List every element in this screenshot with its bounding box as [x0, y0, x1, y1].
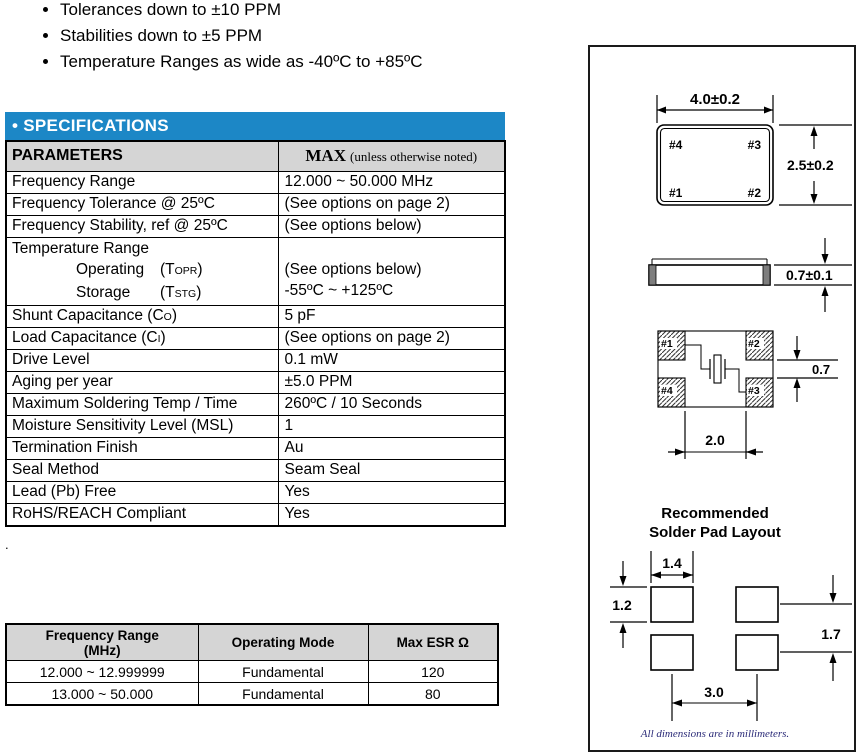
dim-pad-pitch: 2.0: [705, 432, 725, 448]
esr-mode-cell: Fundamental: [198, 661, 368, 683]
spec-row: [6, 171, 505, 193]
pad-label: #4: [661, 385, 673, 397]
pin-label: #2: [747, 186, 761, 200]
esr-table: [5, 623, 499, 706]
feature-bullet: • Tolerances down to ±10 PPM: [60, 0, 423, 20]
esr-header-max-esr: Max ESR Ω: [368, 624, 498, 661]
spec-row: [6, 393, 505, 415]
solder-pad-title-line1: Recommended: [661, 505, 769, 522]
spec-row: [6, 481, 505, 503]
spec-row: [6, 327, 505, 349]
spec-row: [6, 503, 505, 526]
spec-param-cell: Seal Method: [6, 459, 278, 481]
spec-param-cell: Aging per year: [6, 371, 278, 393]
side-body: [649, 265, 770, 285]
mechanical-drawing-panel: [588, 45, 856, 752]
spec-row: [6, 415, 505, 437]
spec-value-cell: 0.1 mW: [278, 349, 505, 371]
spec-value-cell: 260ºC / 10 Seconds: [278, 393, 505, 415]
temp-range-title: Temperature Range: [12, 239, 149, 257]
dim-solder-pad-height: 1.2: [612, 597, 632, 613]
esr-mode-cell: Fundamental: [198, 683, 368, 706]
spec-row: [6, 371, 505, 393]
spec-header-row: [6, 141, 505, 171]
stray-period: .: [5, 537, 9, 552]
esr-header-row: [6, 624, 498, 661]
feature-bullet: • Temperature Ranges as wide as -40ºC to +85ºC: [60, 52, 423, 72]
esr-value-cell: 120: [368, 661, 498, 683]
spec-param-cell: Frequency Tolerance @ 25ºC: [6, 193, 278, 215]
dim-solder-pad-width: 1.4: [662, 555, 682, 571]
spec-row: [6, 193, 505, 215]
spec-row: [6, 215, 505, 237]
spec-row: [6, 305, 505, 327]
pad-label: #2: [748, 338, 760, 350]
dim-body-width: 4.0±0.2: [690, 91, 740, 108]
specifications-section: [5, 112, 505, 527]
solder-pad: [736, 635, 778, 670]
temp-range-storage: Storage (TSTG): [76, 283, 202, 301]
temp-range-operating: Operating (TOPR): [76, 260, 203, 278]
spec-value-cell: [278, 237, 505, 305]
spec-header-max: [278, 141, 505, 171]
spec-value-cell: (See options below): [278, 215, 505, 237]
dim-solder-pitch-horizontal: 3.0: [704, 684, 724, 700]
spec-value-cell: 1: [278, 415, 505, 437]
pad-label: #1: [661, 338, 673, 350]
side-terminal: [763, 265, 770, 285]
solder-pad: [651, 635, 693, 670]
spec-value-cell: Seam Seal: [278, 459, 505, 481]
spec-value-cell: 5 pF: [278, 305, 505, 327]
spec-value-cell: Yes: [278, 503, 505, 526]
spec-param-cell: Maximum Soldering Temp / Time: [6, 393, 278, 415]
dim-pad-gap: 0.7: [812, 362, 831, 377]
spec-header-max-label: MAX: [305, 146, 346, 166]
spec-row: [6, 459, 505, 481]
dim-solder-pitch-vertical: 1.7: [821, 626, 841, 642]
spec-row-temperature-range: [6, 237, 505, 305]
solder-pad: [651, 587, 693, 622]
esr-range-cell: 12.000 ~ 12.999999: [6, 661, 198, 683]
esr-value-cell: 80: [368, 683, 498, 706]
side-terminal: [649, 265, 656, 285]
dim-body-height: 2.5±0.2: [787, 157, 834, 173]
esr-header-frequency-range: Frequency Range (MHz): [6, 624, 198, 661]
spec-param-cell: Frequency Stability, ref @ 25ºC: [6, 215, 278, 237]
spec-param-cell: Lead (Pb) Free: [6, 481, 278, 503]
esr-section: [5, 623, 499, 706]
feature-bullet: • Stabilities down to ±5 PPM: [60, 26, 423, 46]
feature-bullet-list: [22, 0, 423, 78]
pin-label: #1: [669, 186, 683, 200]
solder-pad-title-line2: Solder Pad Layout: [649, 524, 781, 541]
esr-range-cell: 13.000 ~ 50.000: [6, 683, 198, 706]
spec-value-cell: Au: [278, 437, 505, 459]
spec-param-cell: Moisture Sensitivity Level (MSL): [6, 415, 278, 437]
spec-param-cell: [6, 237, 278, 305]
spec-row: [6, 437, 505, 459]
spec-section-title: • SPECIFICATIONS: [5, 112, 505, 140]
spec-param-cell: Drive Level: [6, 349, 278, 371]
esr-row: [6, 661, 498, 683]
spec-param-cell: Termination Finish: [6, 437, 278, 459]
temp-operating-value: (See options below): [284, 260, 422, 278]
esr-header-operating-mode: Operating Mode: [198, 624, 368, 661]
side-view: [649, 238, 852, 312]
pad-label: #3: [748, 385, 760, 397]
spec-param-cell: RoHS/REACH Compliant: [6, 503, 278, 526]
dim-thickness: 0.7±0.1: [786, 267, 833, 283]
solder-pad-layout: [610, 505, 852, 721]
pin-label: #4: [669, 138, 683, 152]
spec-header-parameters: PARAMETERS: [6, 141, 278, 171]
esr-row: [6, 683, 498, 706]
spec-param-cell: Frequency Range: [6, 171, 278, 193]
spec-value-cell: (See options on page 2): [278, 193, 505, 215]
package-drawing: [590, 47, 852, 748]
spec-value-cell: 12.000 ~ 50.000 MHz: [278, 171, 505, 193]
top-view: [657, 91, 852, 205]
spec-param-cell: Load Capacitance (CI): [6, 327, 278, 349]
spec-row: [6, 349, 505, 371]
spec-table: [5, 140, 506, 527]
spec-value-cell: Yes: [278, 481, 505, 503]
pin-label: #3: [747, 138, 761, 152]
bottom-view: [658, 331, 838, 459]
spec-param-cell: Shunt Capacitance (CO): [6, 305, 278, 327]
temp-storage-value: -55ºC ~ +125ºC: [284, 281, 394, 299]
solder-pad: [736, 587, 778, 622]
dimensions-note: All dimensions are in millimeters.: [640, 728, 790, 740]
spec-value-cell: ±5.0 PPM: [278, 371, 505, 393]
spec-value-cell: (See options on page 2): [278, 327, 505, 349]
spec-header-max-note: (unless otherwise noted): [350, 149, 478, 165]
